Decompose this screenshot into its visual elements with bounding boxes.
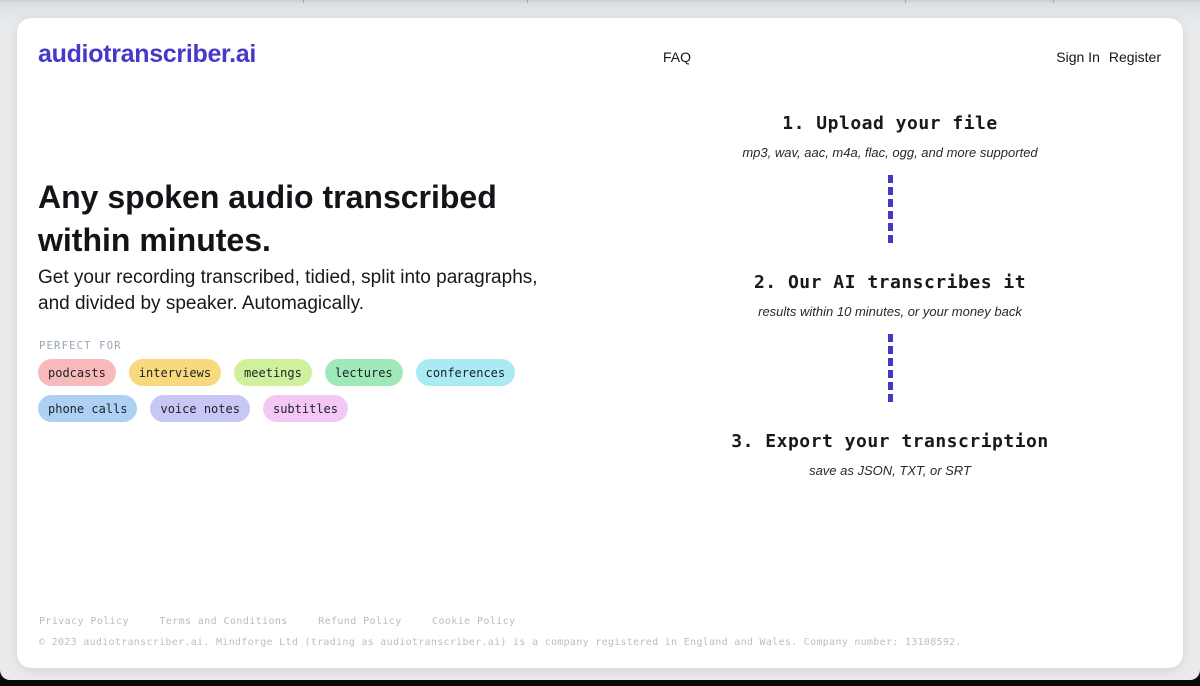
perfect-for-label: PERFECT FOR (39, 340, 122, 352)
browser-tab-separator (303, 0, 304, 3)
step-2-title: 2. Our AI transcribes it (753, 272, 1027, 293)
step-3 (717, 431, 1063, 479)
hero-title-line1: Any spoken audio transcribed (38, 179, 497, 215)
tag-meetings: meetings (234, 359, 312, 386)
browser-tab-separator (527, 0, 528, 3)
step-1-title: 1. Upload your file (782, 113, 998, 134)
step-3-subtitle: save as JSON, TXT, or SRT (809, 463, 971, 478)
hero-subtitle (38, 265, 538, 316)
page-card (17, 18, 1183, 668)
how-it-works-steps (717, 113, 1063, 479)
copyright-text: © 2023 audiotranscriber.ai. Mindforge Ltd (trading as audiotranscriber.ai) is a company registered in England and Wales. Company number: 13108592. (39, 637, 962, 648)
footer-link-privacy-policy[interactable]: Privacy Policy (39, 616, 129, 627)
tag-lectures: lectures (325, 359, 403, 386)
tag-conferences: conferences (416, 359, 515, 386)
footer-link-refund-policy[interactable]: Refund Policy (318, 616, 402, 627)
use-case-tags (38, 359, 558, 422)
step-2-subtitle: results within 10 minutes, or your money back (758, 304, 1022, 319)
brand-logo[interactable]: audiotranscriber.ai (38, 40, 256, 68)
hero-subtitle-line2: and divided by speaker. Automagically. (38, 292, 365, 314)
dashed-connector (888, 175, 893, 243)
footer-links (39, 616, 540, 627)
nav-link-faq[interactable]: FAQ (663, 49, 692, 65)
tag-voice-notes: voice notes (150, 395, 249, 422)
step-1 (717, 113, 1063, 243)
step-3-title: 3. Export your transcription (731, 431, 1049, 452)
footer-link-cookie-policy[interactable]: Cookie Policy (432, 616, 516, 627)
tag-podcasts: podcasts (38, 359, 116, 386)
sign-in-link[interactable]: Sign In (1056, 49, 1100, 65)
hero-title-line2: within minutes. (38, 222, 271, 258)
register-link[interactable]: Register (1108, 49, 1161, 65)
browser-tab-separator (905, 0, 906, 3)
auth-links (1056, 49, 1161, 65)
step-2 (717, 272, 1063, 402)
hero-subtitle-line1: Get your recording transcribed, tidied, split into paragraphs, (38, 267, 538, 288)
dashed-connector (888, 334, 893, 402)
tag-subtitles: subtitles (263, 395, 348, 422)
tag-phone-calls: phone calls (38, 395, 137, 422)
tag-interviews: interviews (129, 359, 221, 386)
browser-tab-separator (1053, 0, 1054, 3)
step-1-subtitle: mp3, wav, aac, m4a, flac, ogg, and more supported (742, 145, 1038, 160)
footer-link-terms[interactable]: Terms and Conditions (159, 616, 288, 627)
hero-title (38, 176, 497, 262)
